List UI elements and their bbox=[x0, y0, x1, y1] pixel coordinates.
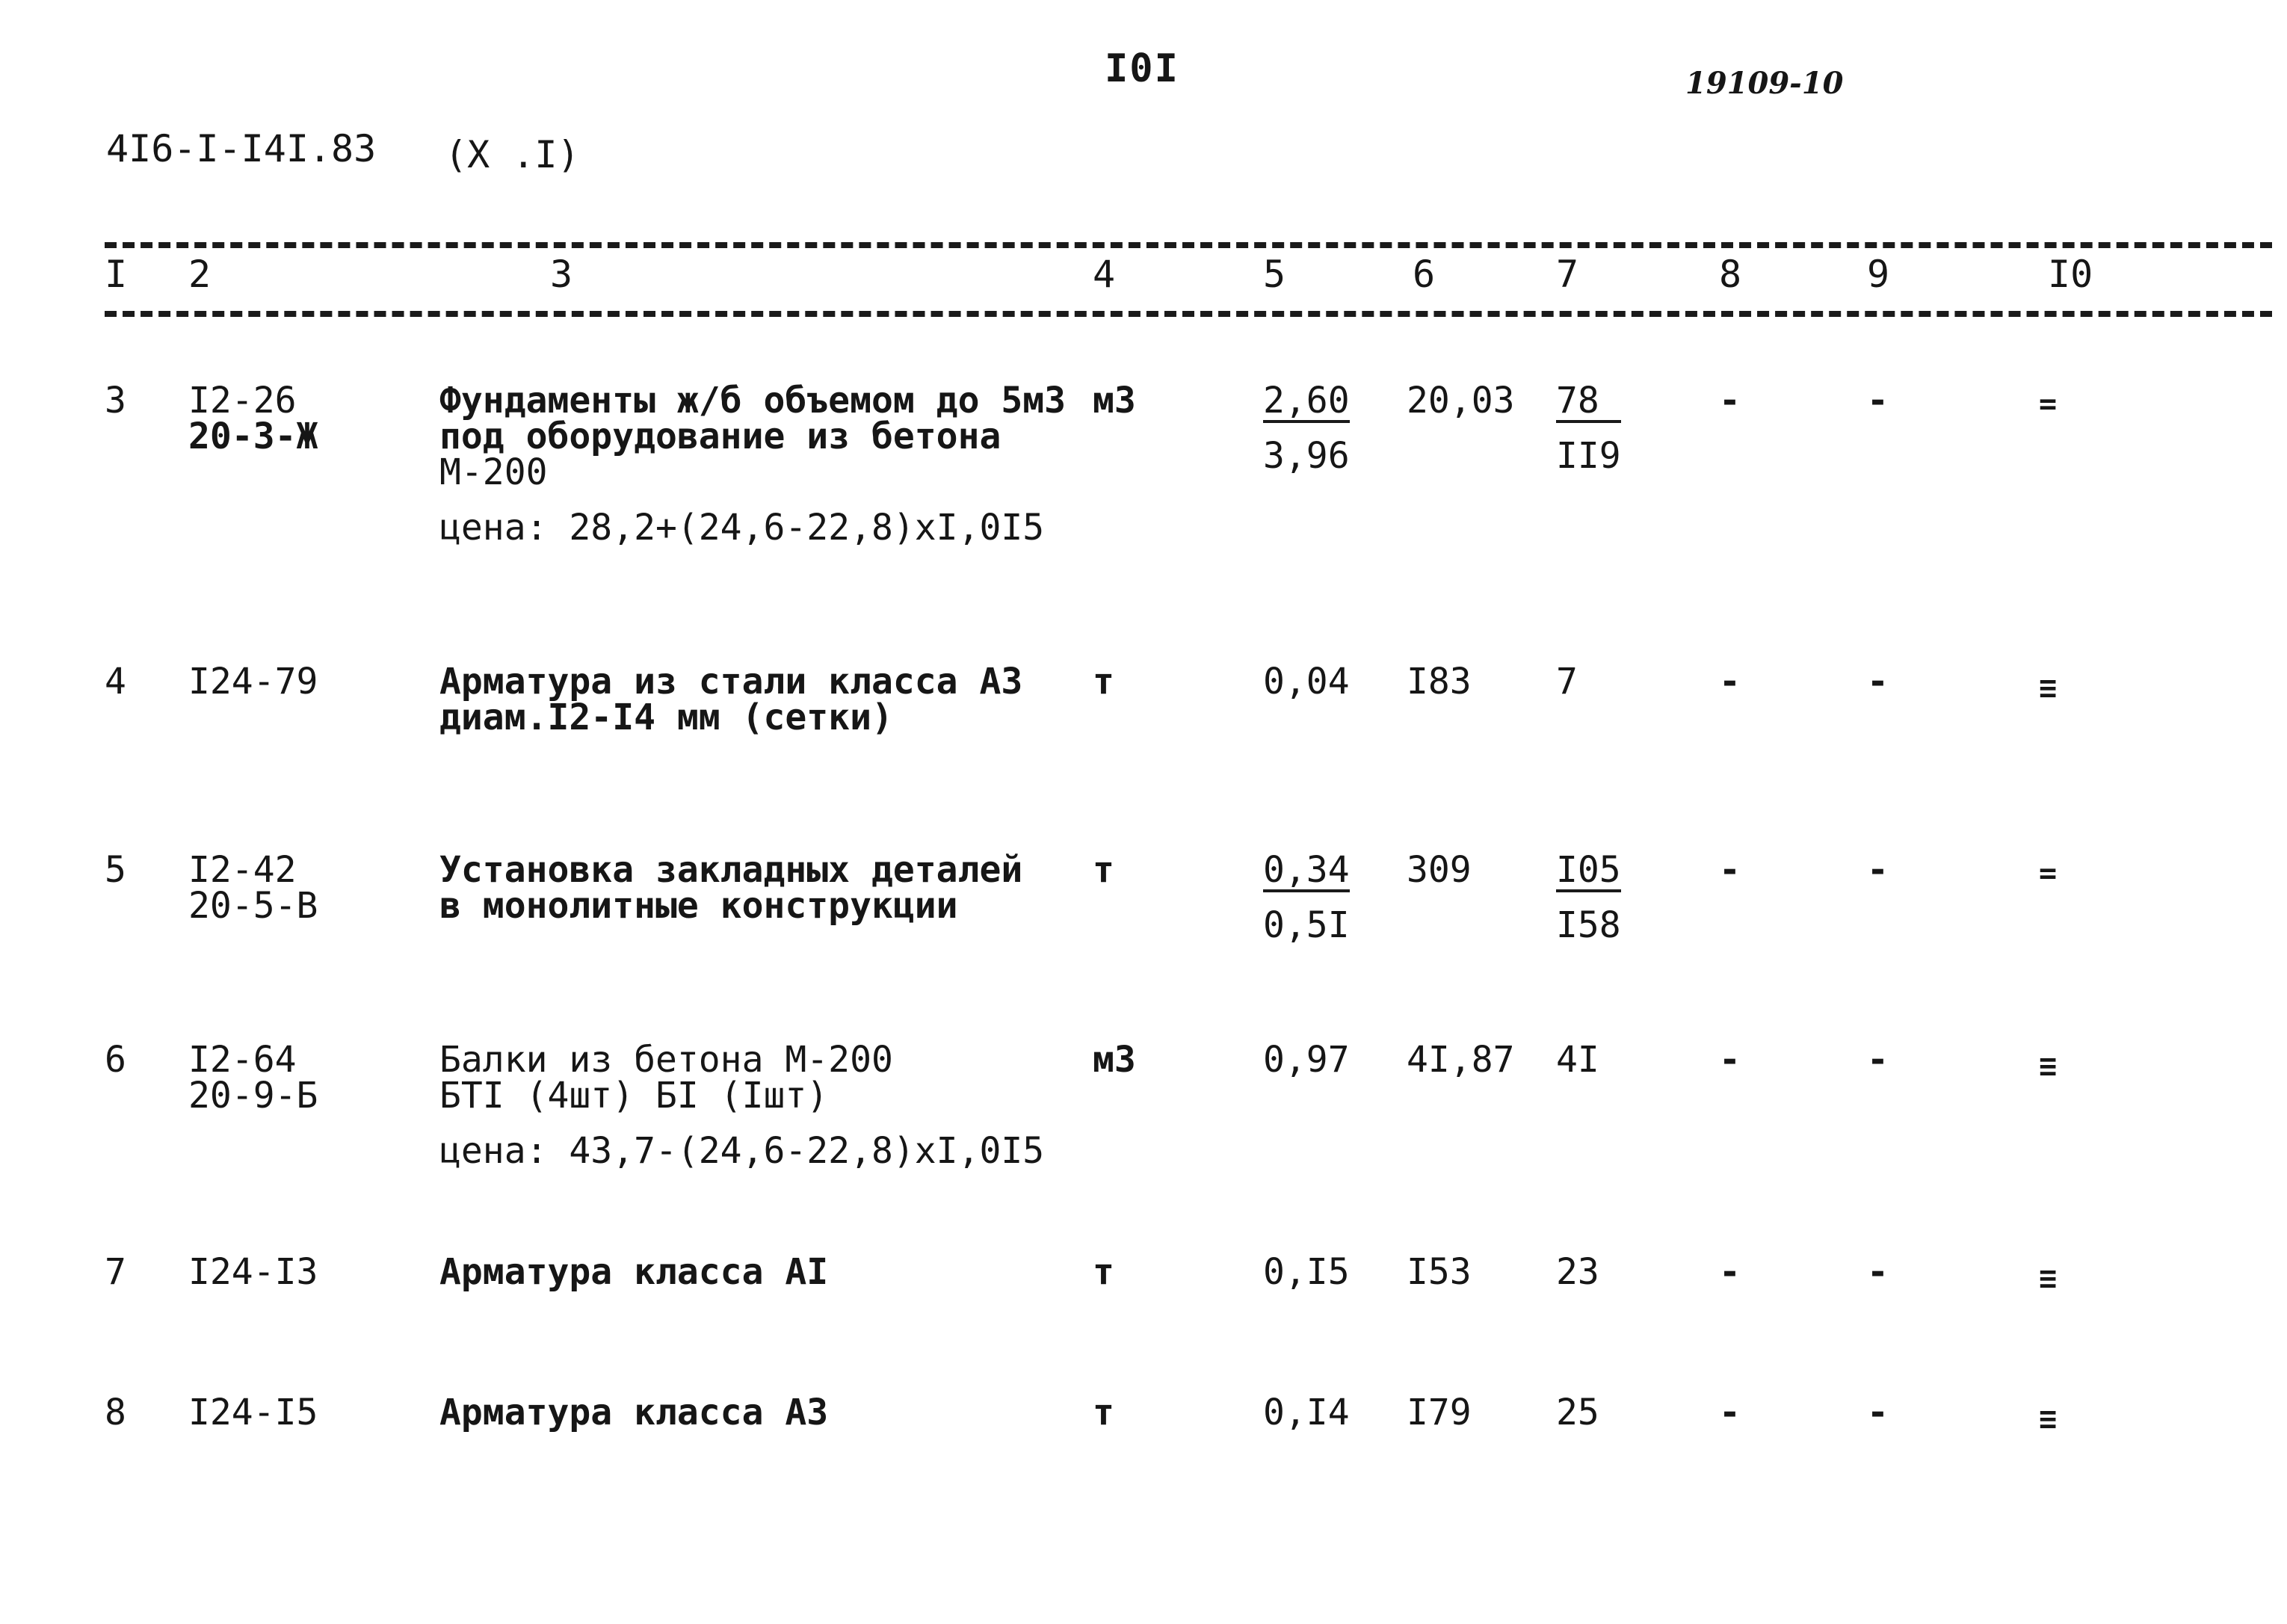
description-line: Арматура класса АI bbox=[439, 1251, 829, 1293]
row-description bbox=[439, 661, 1023, 738]
row-code bbox=[188, 380, 318, 457]
row-code bbox=[188, 1039, 318, 1117]
row-col9: - bbox=[1867, 380, 1889, 422]
column-header-9: 9 bbox=[1867, 253, 1890, 296]
row-description bbox=[439, 1039, 1045, 1172]
document-section: (X .I) bbox=[445, 133, 580, 176]
column-header-10: I0 bbox=[2048, 253, 2093, 296]
row-total: 25 bbox=[1556, 1392, 1599, 1433]
row-col9: - bbox=[1867, 1392, 1889, 1433]
description-line: Фундаменты ж/б объемом до 5м3 bbox=[439, 380, 1067, 422]
description-line: диам.I2-I4 мм (сетки) bbox=[439, 697, 893, 738]
row-quantity: 0,I5 bbox=[1263, 1251, 1350, 1293]
row-total bbox=[1556, 380, 1621, 477]
header-rule-top bbox=[105, 242, 2272, 248]
quantity-numerator: 2,60 bbox=[1263, 380, 1350, 422]
description-line: Арматура класса А3 bbox=[439, 1392, 829, 1433]
row-total bbox=[1556, 849, 1621, 946]
column-header-7: 7 bbox=[1556, 253, 1579, 296]
row-code bbox=[188, 1251, 318, 1293]
row-col10: ≡ bbox=[2039, 1049, 2058, 1084]
row-col10: = bbox=[2039, 856, 2058, 891]
row-quantity: 0,I4 bbox=[1263, 1392, 1350, 1433]
row-code bbox=[188, 1392, 318, 1433]
total-denominator: I58 bbox=[1556, 904, 1621, 946]
row-col10: = bbox=[2039, 387, 2058, 422]
row-unit: м3 bbox=[1093, 1039, 1136, 1081]
description-line: в монолитные конструкции bbox=[439, 885, 958, 927]
code-line: I24-79 bbox=[188, 661, 318, 703]
row-number: 7 bbox=[105, 1251, 126, 1293]
row-description bbox=[439, 380, 1067, 549]
row-quantity: 0,97 bbox=[1263, 1039, 1350, 1081]
price-formula: цена: 43,7-(24,6-22,8)xI,0I5 bbox=[439, 1130, 1045, 1172]
page-number: I0I bbox=[1105, 46, 1179, 91]
row-col10: ≡ bbox=[2039, 1262, 2058, 1296]
price-formula: цена: 28,2+(24,6-22,8)xI,0I5 bbox=[439, 507, 1045, 549]
code-line: I2-26 bbox=[188, 380, 297, 422]
code-line: 20-3-Ж bbox=[188, 416, 318, 457]
row-description bbox=[439, 1251, 829, 1293]
total-numerator: 78 bbox=[1556, 383, 1621, 423]
row-price: I83 bbox=[1407, 661, 1472, 703]
row-unit: т bbox=[1093, 1392, 1114, 1433]
column-header-3: 3 bbox=[550, 253, 573, 296]
column-header-4: 4 bbox=[1093, 253, 1116, 296]
column-header-2: 2 bbox=[188, 253, 212, 296]
code-line: I2-42 bbox=[188, 849, 297, 891]
row-col9: - bbox=[1867, 1039, 1889, 1081]
row-total: 4I bbox=[1556, 1039, 1599, 1081]
row-quantity: 0,04 bbox=[1263, 661, 1350, 703]
row-quantity bbox=[1263, 849, 1350, 946]
column-header-8: 8 bbox=[1719, 253, 1742, 296]
row-col8: - bbox=[1719, 661, 1741, 703]
row-col8: - bbox=[1719, 849, 1741, 891]
column-header-6: 6 bbox=[1413, 253, 1436, 296]
row-col8: - bbox=[1719, 380, 1741, 422]
row-quantity bbox=[1263, 380, 1350, 477]
row-number: 3 bbox=[105, 380, 126, 422]
row-price: 20,03 bbox=[1407, 380, 1515, 422]
total-numerator: I05 bbox=[1556, 849, 1621, 891]
column-header-1: I bbox=[105, 253, 128, 296]
description-line: БТI (4шт) БI (Iшт) bbox=[439, 1075, 829, 1117]
row-code bbox=[188, 849, 318, 927]
description-line: М-200 bbox=[439, 451, 548, 493]
quantity-denominator: 0,5I bbox=[1263, 904, 1350, 946]
table-row bbox=[0, 1251, 2287, 1296]
row-col8: - bbox=[1719, 1251, 1741, 1293]
row-number: 4 bbox=[105, 661, 126, 703]
description-line: Арматура из стали класса А3 bbox=[439, 661, 1023, 703]
header-rule-bottom bbox=[105, 311, 2272, 317]
row-number: 5 bbox=[105, 849, 126, 891]
description-line: Установка закладных деталей bbox=[439, 849, 1023, 891]
column-header-5: 5 bbox=[1263, 253, 1286, 296]
description-line: Балки из бетона М-200 bbox=[439, 1039, 893, 1081]
row-unit: м3 bbox=[1093, 380, 1136, 422]
archive-stamp: 19109-10 bbox=[1685, 66, 1844, 101]
row-code bbox=[188, 661, 318, 703]
row-col8: - bbox=[1719, 1039, 1741, 1081]
code-line: I24-I3 bbox=[188, 1251, 318, 1293]
row-price: 4I,87 bbox=[1407, 1039, 1515, 1081]
code-line: 20-9-Б bbox=[188, 1075, 318, 1117]
row-number: 6 bbox=[105, 1039, 126, 1081]
code-line: I24-I5 bbox=[188, 1392, 318, 1433]
description-line: под оборудование из бетона bbox=[439, 416, 1001, 457]
row-col9: - bbox=[1867, 849, 1889, 891]
row-total: 23 bbox=[1556, 1251, 1599, 1293]
row-price: I79 bbox=[1407, 1392, 1472, 1433]
table-row bbox=[0, 849, 2287, 946]
row-description bbox=[439, 1392, 829, 1433]
row-col9: - bbox=[1867, 1251, 1889, 1293]
code-line: 20-5-В bbox=[188, 885, 318, 927]
quantity-denominator: 3,96 bbox=[1263, 435, 1350, 477]
row-col9: - bbox=[1867, 661, 1889, 703]
row-description bbox=[439, 849, 1023, 927]
row-total: 7 bbox=[1556, 661, 1578, 703]
total-denominator: II9 bbox=[1556, 435, 1621, 477]
row-col10: ≡ bbox=[2039, 1402, 2058, 1436]
row-unit: т bbox=[1093, 849, 1114, 891]
row-unit: т bbox=[1093, 661, 1114, 703]
table-row bbox=[0, 1039, 2287, 1172]
row-col10: ≡ bbox=[2039, 671, 2058, 706]
row-number: 8 bbox=[105, 1392, 126, 1433]
row-unit: т bbox=[1093, 1251, 1114, 1293]
quantity-numerator: 0,34 bbox=[1263, 849, 1350, 891]
row-price: I53 bbox=[1407, 1251, 1472, 1293]
row-price: 309 bbox=[1407, 849, 1472, 891]
code-line: I2-64 bbox=[188, 1039, 297, 1081]
row-col8: - bbox=[1719, 1392, 1741, 1433]
document-code: 4I6-I-I4I.83 bbox=[106, 127, 377, 170]
